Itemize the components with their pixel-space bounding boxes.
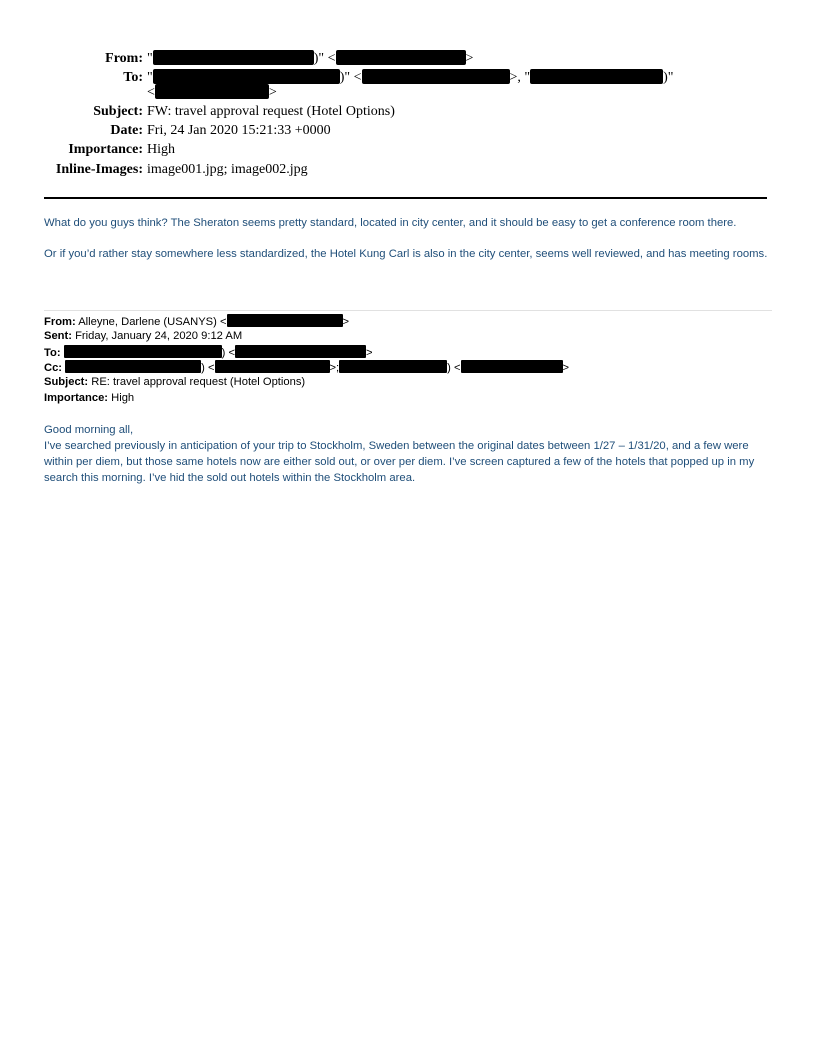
forwarded-subject-row xyxy=(44,375,305,391)
redaction-block xyxy=(339,360,447,373)
redaction-block xyxy=(235,345,366,358)
forwarded-to-close: > xyxy=(366,347,373,359)
to-separator: )" < xyxy=(339,70,362,85)
redaction-block xyxy=(215,360,330,373)
from-separator: )" < xyxy=(313,51,336,66)
inline-images-label: Inline-Images: xyxy=(55,162,143,177)
date-value: Fri, 24 Jan 2020 15:21:33 +0000 xyxy=(147,123,331,138)
forwarded-cc-close: > xyxy=(562,362,570,374)
to-close: > xyxy=(268,85,277,100)
redaction-block xyxy=(336,50,466,65)
redaction-block xyxy=(155,84,269,99)
forwarded-importance-row xyxy=(44,391,134,407)
redaction-block xyxy=(65,360,201,373)
importance-value: High xyxy=(147,142,175,157)
forwarded-from-value: Alleyne, Darlene (USANYS) < xyxy=(78,316,227,328)
forwarded-cc-separator: >; xyxy=(329,362,340,374)
to-separator: >, " xyxy=(509,70,531,85)
forwarded-sent-row xyxy=(44,329,242,345)
body-paragraph-1: What do you guys think? The Sheraton seems pretty standard, located in city center, and it should be easy to get a conference room there. xyxy=(44,217,737,229)
redaction-block xyxy=(461,360,563,373)
from-value xyxy=(147,50,473,68)
forwarded-subject-label: Subject: xyxy=(44,376,89,388)
forward-divider xyxy=(44,310,772,311)
from-label: From: xyxy=(105,51,143,66)
forwarded-sent-value: Friday, January 24, 2020 9:12 AM xyxy=(75,330,243,342)
forwarded-importance-value: High xyxy=(111,392,135,404)
forwarded-from-close: > xyxy=(342,316,350,328)
to-label: To: xyxy=(123,70,143,85)
to-open: < xyxy=(147,85,155,100)
inline-images-value: image001.jpg; image002.jpg xyxy=(147,162,308,177)
to-value-continued xyxy=(147,84,277,102)
importance-label: Importance: xyxy=(68,142,143,157)
from-quote: " xyxy=(147,51,153,66)
forwarded-message: I’ve searched previously in anticipation of your trip to Stockholm, Sweden between the original dates between 1/27 – 1/31/20, and a few were within per diem, but those same hotels now are either sold out, or over per diem. I’ve screen captured a few of the hotels that popped up in my search this morning. I’ve hid the sold out hotels within the Stockholm area. xyxy=(44,440,755,484)
redaction-block xyxy=(362,69,510,84)
forwarded-greeting: Good morning all, xyxy=(44,424,134,436)
forwarded-to-label: To: xyxy=(44,347,61,359)
forwarded-from-label: From: xyxy=(44,316,76,328)
forwarded-subject-value: RE: travel approval request (Hotel Options) xyxy=(91,376,306,388)
forwarded-to-separator: ) < xyxy=(221,347,236,359)
subject-label: Subject: xyxy=(93,104,143,119)
redaction-block xyxy=(153,50,314,65)
redaction-block xyxy=(64,345,222,358)
forwarded-sent-label: Sent: xyxy=(44,330,72,342)
forwarded-importance-label: Importance: xyxy=(44,392,109,404)
to-quote: " xyxy=(147,70,153,85)
body-paragraph-2: Or if you’d rather stay somewhere less standardized, the Hotel Kung Carl is also in the city center, seems well reviewed, and has meeting rooms. xyxy=(44,248,768,260)
redaction-block xyxy=(153,69,340,84)
forwarded-cc-separator: ) < xyxy=(447,362,461,374)
header-divider xyxy=(44,197,767,199)
from-close: > xyxy=(465,51,474,66)
subject-value: FW: travel approval request (Hotel Options) xyxy=(147,104,395,119)
forwarded-cc-label: Cc: xyxy=(44,362,63,374)
to-close: )" xyxy=(663,70,674,85)
date-label: Date: xyxy=(110,123,143,138)
redaction-block xyxy=(227,314,343,327)
redaction-block xyxy=(530,69,663,84)
forwarded-cc-separator: ) < xyxy=(201,362,215,374)
